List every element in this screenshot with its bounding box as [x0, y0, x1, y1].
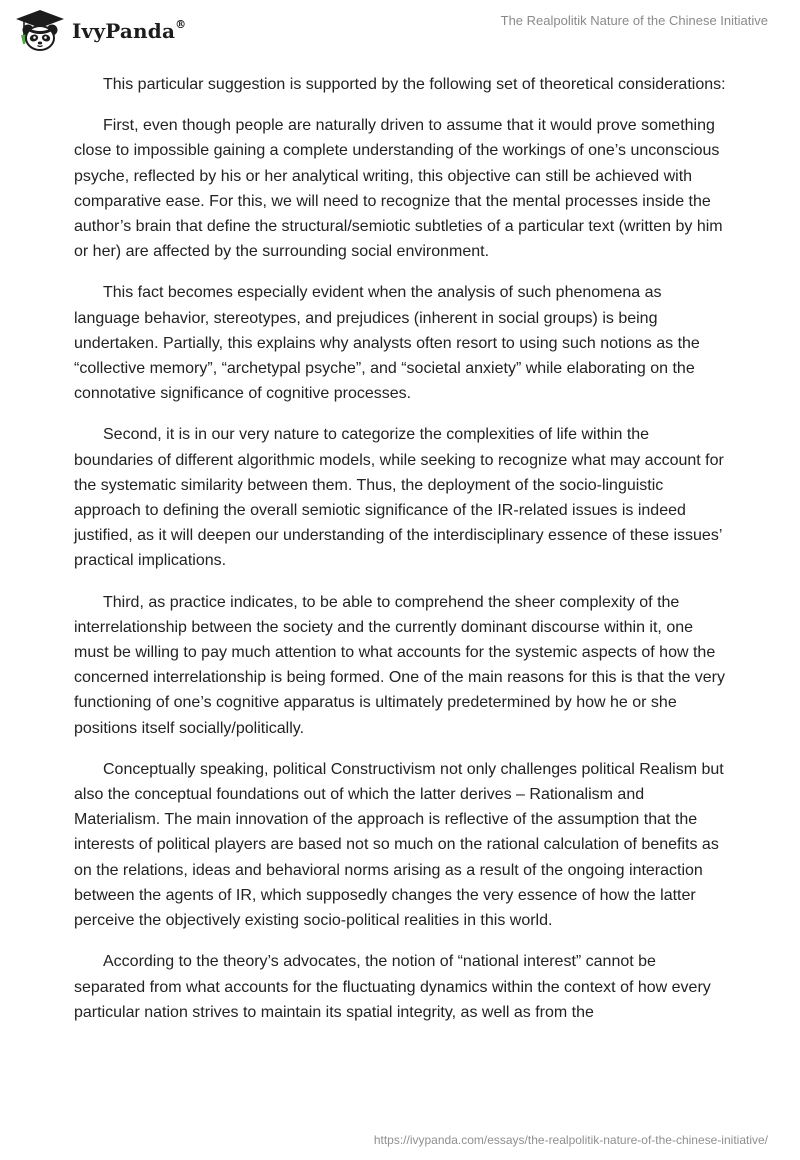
- paragraph: Third, as practice indicates, to be able to comprehend the sheer complexity of the interrelationship between the society and the currently dominant discourse within it, one must be willing to pay much attention to what accounts for the systemic aspects of how the concerned interrelationship is being formed. One of the main reasons for this is that the very functioning of one’s cognitive apparatus is ultimately predetermined by how he or she positions itself socially/politically.: [74, 593, 726, 737]
- document-title: The Realpolitik Nature of the Chinese Initiative: [500, 13, 768, 28]
- source-url-link[interactable]: https://ivypanda.com/essays/the-realpolitik-nature-of-the-chinese-initiative/: [373, 1133, 768, 1147]
- brand-logo[interactable]: [14, 8, 186, 52]
- panda-graduation-cap-icon: [14, 8, 66, 52]
- registered-mark: ®: [175, 18, 187, 32]
- paragraph: This fact becomes especially evident when the analysis of such phenomena as language behavior, stereotypes, and prejudices (inherent in social groups) is being undertaken. Partially, this explains why analysts often resort to using such notions as the “collective memory”, “archetypal psyche”, and “societal anxiety” while elaborating on the connotative significance of cognitive processes.: [74, 284, 700, 403]
- paragraph: This particular suggestion is supported by the following set of theoretical considerations:: [103, 76, 726, 93]
- paragraph: According to the theory’s advocates, the notion of “national interest” cannot be separated from what accounts for the fluctuating dynamics within the context of how every particular nation strives to maintain its spatial integrity, as well as from the: [74, 953, 711, 1021]
- paragraph: Conceptually speaking, political Constructivism not only challenges political Realism but also the conceptual foundations out of which the latter derives – Rationalism and Materialism. The main innovation of the approach is reflective of the assumption that the interests of political players are based not so much on the rational calculation of benefits as on the relations, ideas and behavioral norms arising as a result of the ongoing interaction between the agents of IR, which supposedly changes the very essence of how the latter perceive the objectively existing socio-political realities in this world.: [74, 760, 724, 930]
- paragraph: First, even though people are naturally driven to assume that it would prove something close to impossible gaining a complete understanding of the workings of one’s unconscious psyche, reflected by his or her analytical writing, this objective can still be achieved with comparative ease. For this, we will need to recognize that the mental processes inside the author’s brain that define the structural/semiotic subtleties of a particular text (written by him or her) are affected by the surrounding social environment.: [74, 117, 723, 261]
- paragraph: Second, it is in our very nature to categorize the complexities of life within the boundaries of different algorithmic models, while seeking to recognize what may account for the systematic similarity between them. Thus, the deployment of the socio-linguistic approach to defining the overall semiotic significance of the IR-related issues is indeed justified, as it will deepen our understanding of the interdisciplinary essence of these issues’ practical implications.: [74, 426, 724, 570]
- brand-name-text: IvyPanda: [72, 19, 176, 43]
- page-header: [0, 0, 800, 60]
- essay-body: [74, 72, 730, 1041]
- brand-name: [72, 19, 186, 43]
